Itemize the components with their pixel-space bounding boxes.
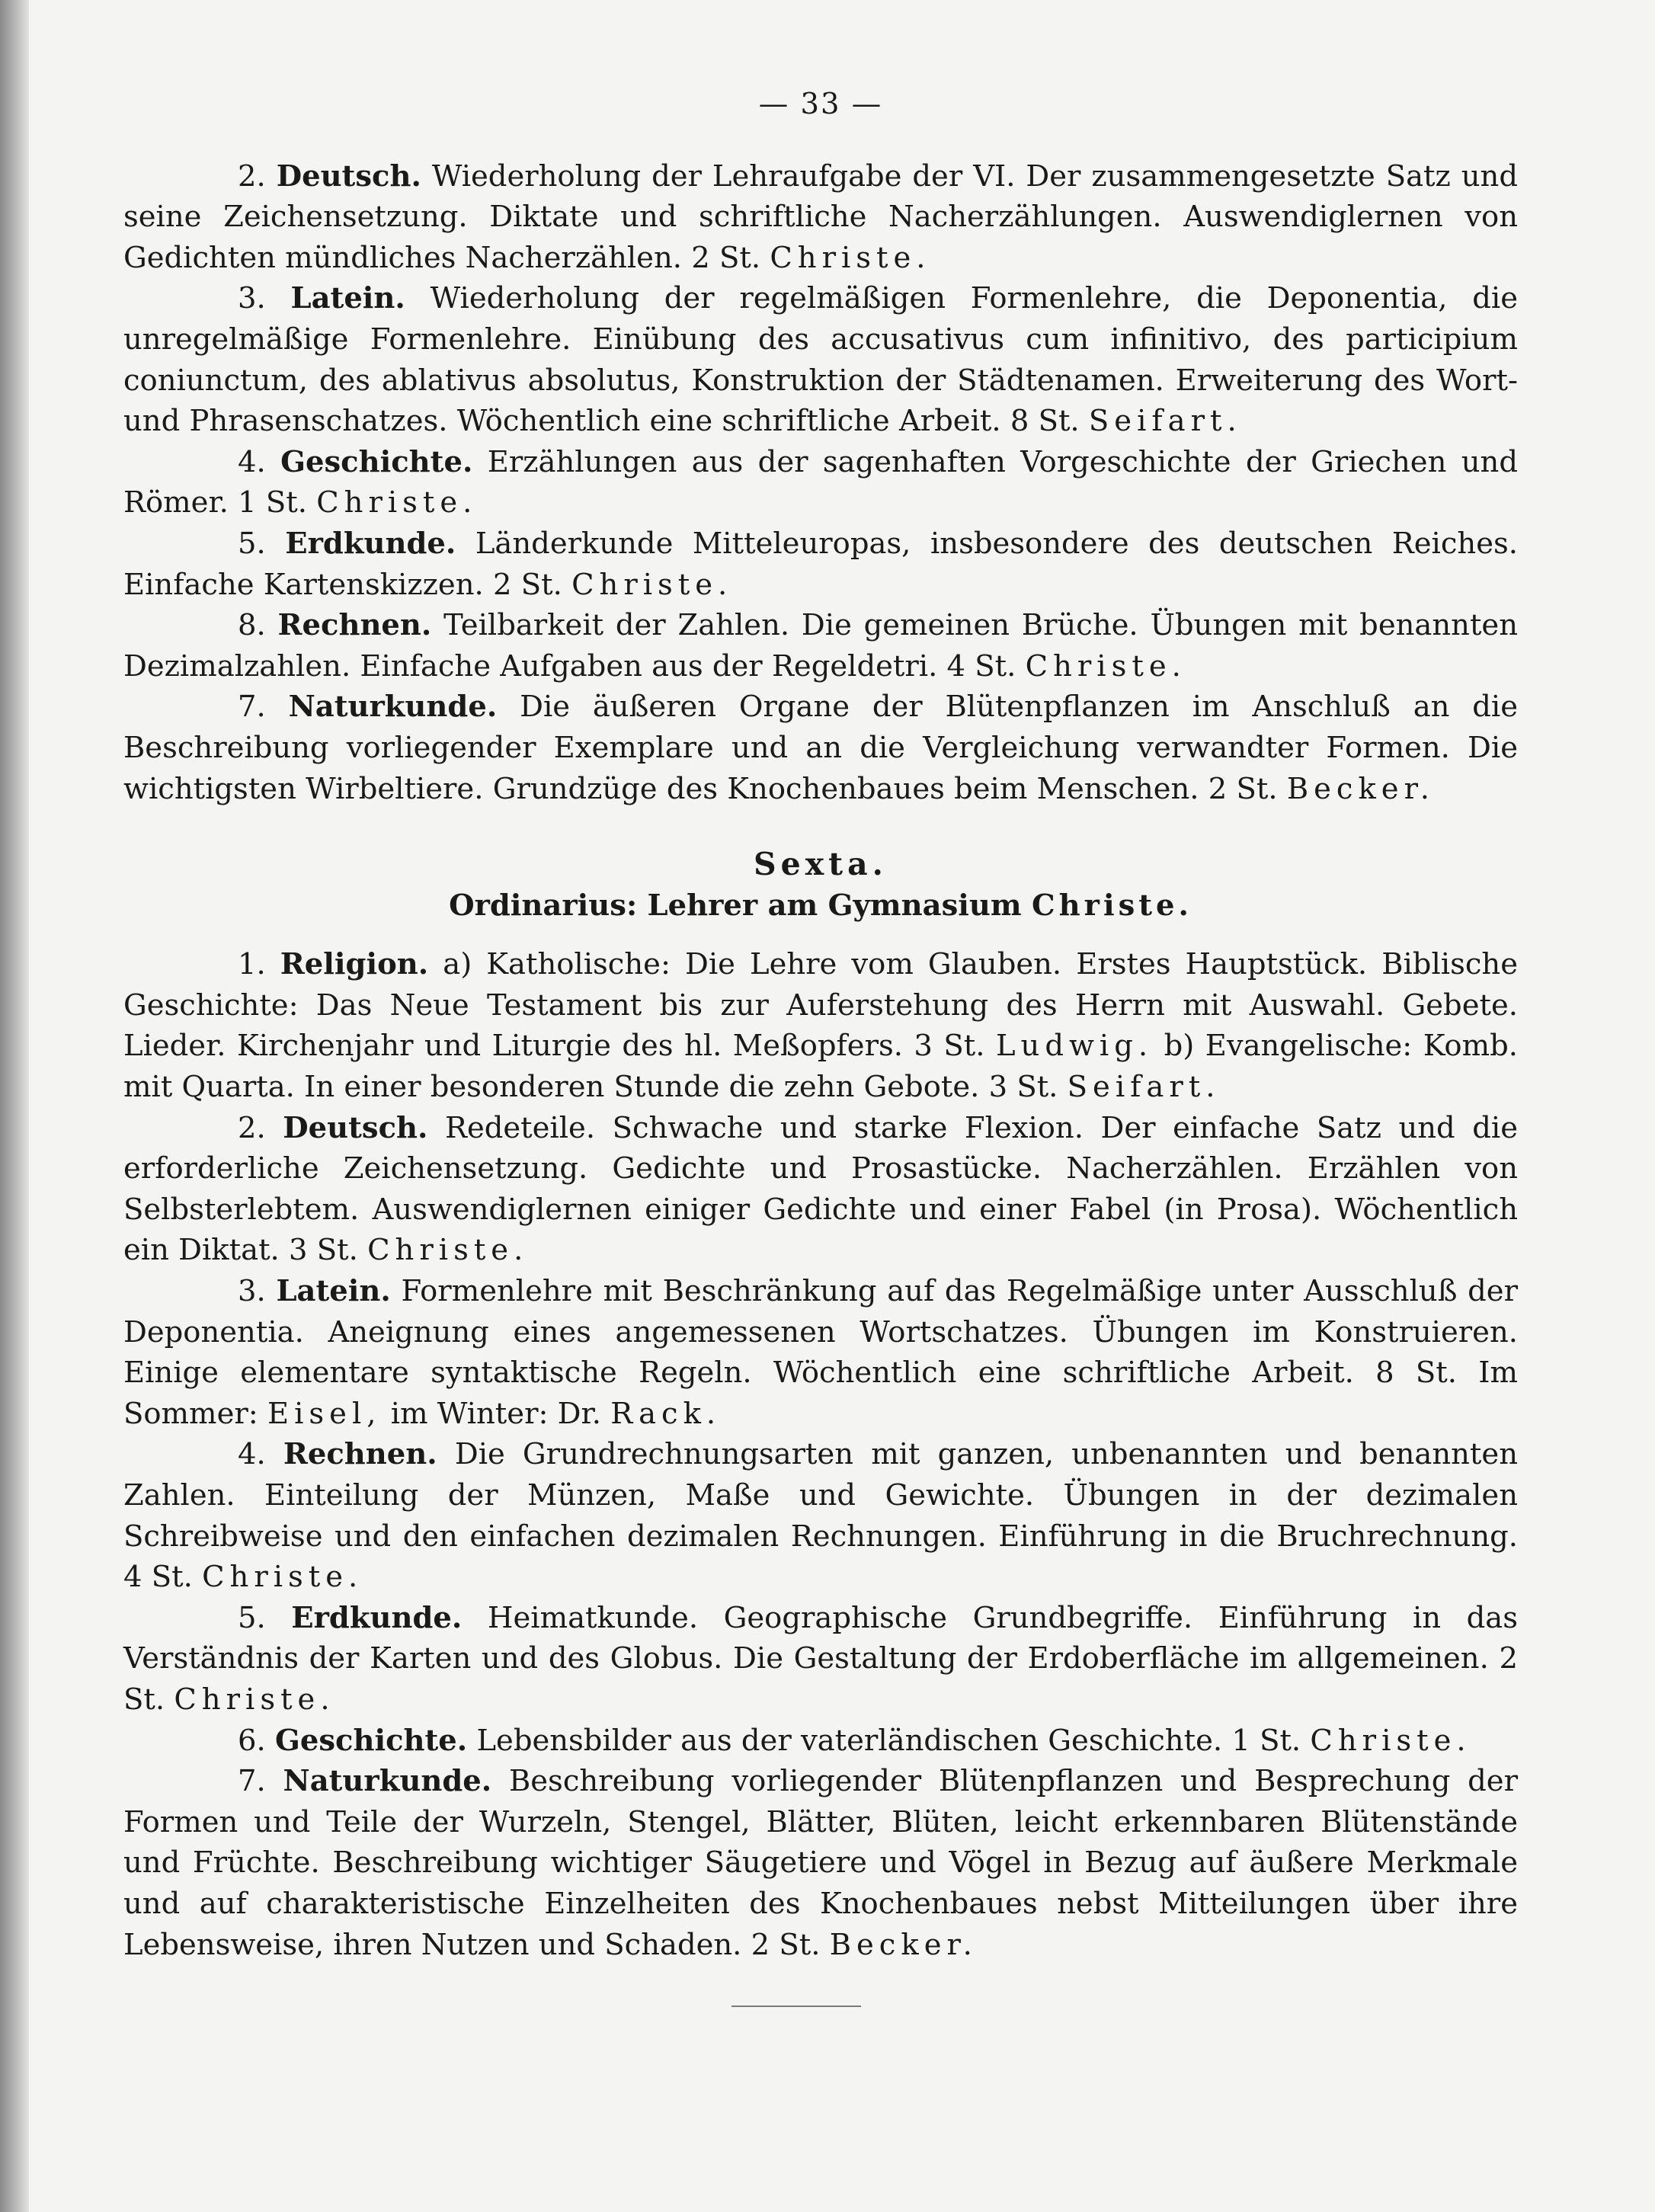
- course-entry: 2. Deutsch. Redeteile. Schwache und starke Flexion. Der einfache Satz und die erforderliche Zeichensetzung. Gedichte und Prosastücke. Nacherzählen. Erzählen von Selbsterlebtem. Auswendiglernen einiger Gedichte und einer Fabel (in Prosa). Wöchentlich ein Diktat. 3 St. Christe.: [123, 1110, 1518, 1268]
- course-entry: 3. Latein. Formenlehre mit Beschränkung auf das Regelmäßige unter Ausschluß der Deponentia. Aneignung eines angemessenen Wortschatzes. Übungen im Konstruieren. Einige elementare syntaktische Regeln. Wöchentlich eine schriftliche Arbeit. 8 St. Im Sommer: Eisel, im Winter: Dr. Rack.: [123, 1274, 1518, 1431]
- ordinarius-line: Ordinarius: Lehrer am Gymnasium Christe.: [449, 888, 1192, 923]
- quinta-continuation: [123, 156, 1518, 810]
- course-entry: 5. Erdkunde. Heimatkunde. Geographische Grundbegriffe. Einführung in das Verständnis der Karten und des Globus. Die Gestaltung der Erdoberfläche im allgemeinen. 2 St. Christe.: [123, 1600, 1518, 1717]
- page-number: — 33 —: [758, 87, 883, 121]
- page-binding-shadow: [0, 0, 29, 2212]
- course-entry: 6. Geschichte. Lebensbilder aus der vaterländischen Geschichte. 1 St. Christe.: [238, 1723, 1471, 1758]
- course-entry: 4. Rechnen. Die Grundrechnungsarten mit ganzen, unbenannten und benannten Zahlen. Einteilung der Münzen, Maße und Gewichte. Übungen in der dezimalen Schreibweise und den einfachen dezimalen Rechnungen. Einführung in die Bruchrechnung. 4 St. Christe.: [123, 1437, 1518, 1595]
- course-entry: 4. Geschichte. Erzählungen aus der sagenhaften Vorgeschichte der Griechen und Römer. 1 St. Christe.: [123, 444, 1518, 520]
- course-entry: 7. Naturkunde. Die äußeren Organe der Blütenpflanzen im Anschluß an die Beschreibung vorliegender Exemplare und an die Vergleichung verwandter Formen. Die wichtigsten Wirbeltiere. Grundzüge des Knochenbaues beim Menschen. 2 St. Becker.: [123, 690, 1519, 806]
- course-entry: 1. Religion. a) Katholische: Die Lehre vom Glauben. Erstes Hauptstück. Biblische Geschichte: Das Neue Testament bis zur Auferstehung des Herrn mit Auswahl. Gebete. Lieder. Kirchenjahr und Liturgie des hl. Meßopfers. 3 St. Ludwig. b) Evangelische: Komb. mit Quarta. In einer besonderen Stunde die zehn Gebote. 3 St. Seifart.: [123, 947, 1518, 1105]
- sexta-curriculum: [123, 944, 1518, 1965]
- course-entry: 5. Erdkunde. Länderkunde Mitteleuropas, insbesondere des deutschen Reiches. Einfache Kartenskizzen. 2 St. Christe.: [123, 526, 1519, 602]
- course-entry: 2. Deutsch. Wiederholung der Lehraufgabe der VI. Der zusammengesetzte Satz und seine Zeichensetzung. Diktate und schriftliche Nacherzählungen. Auswendiglernen von Gedichten mündliches Nacherzählen. 2 St. Christe.: [123, 158, 1518, 275]
- course-entry: 3. Latein. Wiederholung der regelmäßigen Formenlehre, die Deponentia, die unregelmäßige Formenlehre. Einübung des accusativus cum infinitivo, des participium coniunctum, des ablativus absolutus, Konstruktion der Städtenamen. Erweiterung des Wort- und Phrasenschatzes. Wöchentlich eine schriftliche Arbeit. 8 St. Seifart.: [123, 281, 1518, 439]
- closing-rule: [731, 2006, 861, 2007]
- section-heading-sexta: Sexta.: [754, 846, 888, 883]
- course-entry: 8. Rechnen. Teilbarkeit der Zahlen. Die gemeinen Brüche. Übungen mit benannten Dezimalzahlen. Einfache Aufgaben aus der Regeldetri. 4 St. Christe.: [123, 608, 1518, 683]
- page-text: [123, 84, 1518, 1965]
- course-entry: 7. Naturkunde. Beschreibung vorliegender Blütenpflanzen und Besprechung der Formen und Teile der Wurzeln, Stengel, Blätter, Blüten, leicht erkennbaren Blütenstände und Früchte. Beschreibung wichtiger Säugetiere und Vögel in Bezug auf äußere Merkmale und auf charakteristische Einzelheiten des Knochenbaues nebst Mitteilungen über ihre Lebensweise, ihren Nutzen und Schaden. 2 St. Becker.: [123, 1764, 1518, 1962]
